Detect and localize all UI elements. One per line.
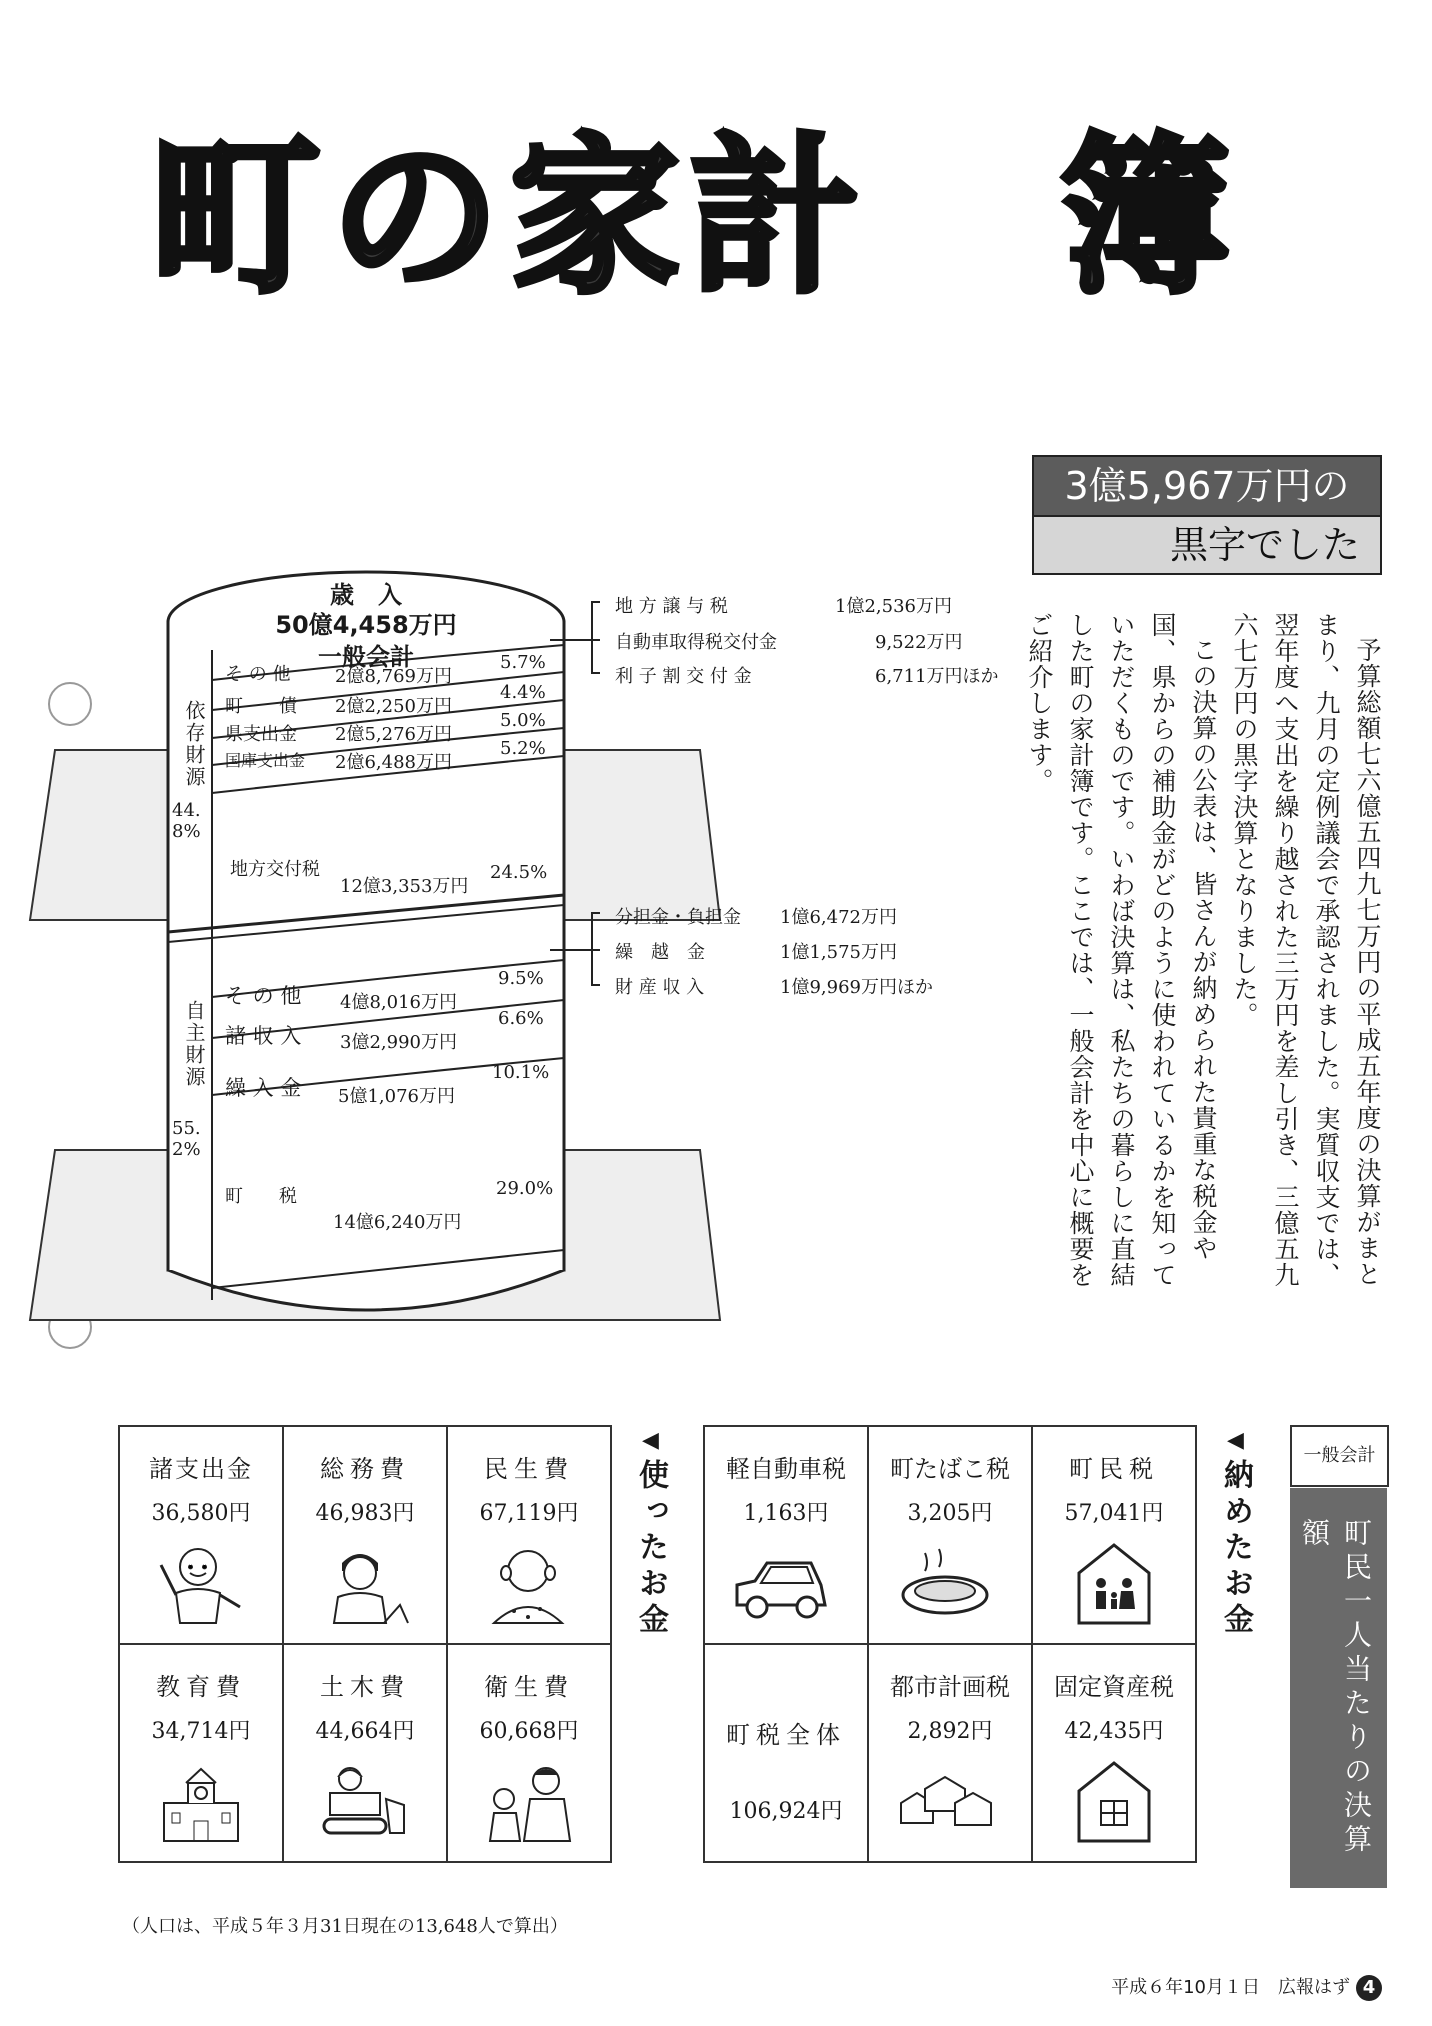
body-paragraph: この決算の公表は、皆さんが納められた貴重な税金や国、県からの補助金がどのように使われているかを知っていただくものです。いわば決算は、私たちの暮らしに直結した町の家計簿です。ここでは、一般会計を中心に概要をご紹介します。 [1025, 612, 1218, 1288]
cell-value: 67,119円 [479, 1501, 579, 1526]
callout-name: 分担金・負担金 [615, 907, 741, 928]
row-amount: 4億8,016万円 [340, 992, 457, 1013]
callout-amount: 1億6,472万円 [780, 907, 897, 928]
row-name: 町 債 [225, 696, 297, 717]
row-amount: 2億5,276万円 [335, 724, 452, 745]
own-source-label: 自主財源 [182, 1000, 206, 1088]
title-char: の [330, 119, 501, 317]
cell-value: 57,041円 [1064, 1501, 1164, 1526]
cell-value: 106,924円 [729, 1799, 843, 1824]
page-footer [1111, 1973, 1382, 2001]
row-pct: 4.4% [500, 682, 546, 703]
row-pct: 24.5% [490, 862, 548, 883]
row-amount: 2億8,769万円 [335, 666, 452, 687]
callout-amount: 1億9,969万円ほか [780, 977, 933, 998]
cell-value: 46,983円 [315, 1501, 415, 1526]
title-char: 家 [510, 119, 681, 317]
triangle-icon: ◀ [638, 1428, 663, 1459]
row-name: 県支出金 [225, 724, 297, 745]
headline-box [1032, 455, 1382, 575]
callout-name: 利 子 割 交 付 金 [615, 666, 752, 687]
car-icon [731, 1545, 831, 1625]
triangle-icon: ◀ [1223, 1428, 1248, 1459]
taxes-table [703, 1425, 1197, 1863]
callout-name: 財 産 収 入 [615, 977, 705, 998]
own-source-pct: 55.2% [172, 1118, 201, 1160]
bulldozer-icon [320, 1763, 410, 1843]
row-amount: 5億1,076万円 [338, 1086, 455, 1107]
expenditure-cell [119, 1426, 283, 1644]
tax-cell [704, 1644, 868, 1862]
headline-line2: 黒字でした [1032, 517, 1382, 575]
title-char: 簿 [1060, 119, 1231, 317]
row-amount: 12億3,353万円 [340, 876, 469, 897]
row-amount: 2億2,250万円 [335, 696, 452, 717]
cell-value: 34,714円 [151, 1719, 251, 1744]
callout-name: 地 方 譲 与 税 [615, 596, 728, 617]
row-name: 諸 収 入 [225, 1024, 302, 1048]
row-pct: 5.0% [500, 710, 546, 731]
row-pct: 6.6% [498, 1008, 544, 1029]
cell-name: 軽自動車税 [726, 1455, 846, 1483]
cell-name: 諸支出金 [149, 1455, 253, 1483]
title-char: 町 [150, 119, 321, 317]
elderly-person-icon [484, 1545, 574, 1625]
cell-name: 固定資産税 [1054, 1673, 1174, 1701]
callout-amount: 6,711万円ほか [875, 666, 999, 687]
row-pct: 29.0% [496, 1178, 554, 1199]
cell-value: 60,668円 [479, 1719, 579, 1744]
row-pct: 5.7% [500, 652, 546, 673]
cell-name: 民生費 [484, 1455, 574, 1483]
general-account-label: 一般会計 [1290, 1425, 1389, 1487]
headline-line1: 3億5,967万円の [1032, 455, 1382, 517]
row-name: そ の 他 [225, 664, 291, 685]
row-pct: 10.1% [492, 1062, 550, 1083]
cylinder-header-account: 一般会計 [318, 643, 414, 671]
per-capita-title: 町民一人当たりの決算額 [1298, 1518, 1373, 1858]
town-icon [895, 1763, 995, 1833]
row-name: 町 税 [225, 1186, 297, 1207]
cell-value: 3,205円 [907, 1501, 993, 1526]
cylinder-header-total: 50億4,458万円 [275, 611, 457, 639]
expenditure-cell [447, 1644, 611, 1862]
cell-name: 町たばこ税 [890, 1455, 1010, 1483]
tax-cell [868, 1426, 1032, 1644]
expenditure-table [118, 1425, 612, 1863]
school-icon [156, 1763, 246, 1843]
taxes-title [1213, 1428, 1257, 1639]
tax-cell [1032, 1426, 1196, 1644]
callout-name: 自動車取得税交付金 [615, 632, 777, 653]
family-house-icon [1069, 1537, 1159, 1627]
tax-cell [704, 1426, 868, 1644]
cell-name: 土木費 [320, 1673, 410, 1701]
cell-value: 42,435円 [1064, 1719, 1164, 1744]
expenditure-cell [283, 1644, 447, 1862]
cell-name: 衛生費 [484, 1673, 574, 1701]
row-pct: 9.5% [498, 968, 544, 989]
cell-name: 教育費 [156, 1673, 246, 1701]
cell-value: 2,892円 [907, 1719, 993, 1744]
footer-text: 平成６年10月１日 広報はず [1111, 1977, 1350, 1998]
expenditure-title [628, 1428, 672, 1639]
row-amount: 3億2,990万円 [340, 1032, 457, 1053]
per-capita-title-box [1290, 1488, 1387, 1888]
dependent-source-pct: 44.8% [172, 800, 201, 842]
callout-amount: 9,522万円 [875, 632, 963, 653]
expenditure-cell [447, 1426, 611, 1644]
row-name: 国庫支出金 [225, 751, 306, 770]
ashtray-icon [895, 1545, 995, 1625]
dependent-source-label: 依存財源 [182, 700, 206, 788]
population-note: （人口は、平成５年３月31日現在の13,648人で算出） [122, 1916, 568, 1937]
row-name: 地方交付税 [230, 859, 320, 880]
expenditure-cell [119, 1644, 283, 1862]
cell-value: 36,580円 [151, 1501, 251, 1526]
expenditure-cell [283, 1426, 447, 1644]
article-body [1019, 612, 1388, 1292]
cell-value: 1,163円 [743, 1501, 829, 1526]
office-worker-icon [320, 1545, 410, 1625]
callout-name: 繰 越 金 [615, 942, 705, 963]
tax-cell [1032, 1644, 1196, 1862]
body-paragraph: 予算総額七六億五四九七万円の平成五年度の決算がまとまり、九月の定例議会で承認されました。実質収支では、翌年度へ支出を繰り越された三万円を差し引き、三億五九六七万円の黒字決算となりました。 [1230, 612, 1382, 1288]
cell-name: 都市計画税 [890, 1673, 1010, 1701]
cell-name: 町民税 [1069, 1455, 1159, 1483]
cell-name: 町税全体 [726, 1721, 846, 1749]
cell-value: 44,664円 [315, 1719, 415, 1744]
doctor-icon [484, 1763, 574, 1843]
row-amount: 14億6,240万円 [333, 1212, 462, 1233]
callout-amount: 1億1,575万円 [780, 942, 897, 963]
row-amount: 2億6,488万円 [335, 752, 452, 773]
title-char: 計 [690, 119, 861, 317]
tax-cell [868, 1644, 1032, 1862]
expenditure-title-text: 使ったお金 [633, 1459, 668, 1639]
taxes-title-text: 納めたお金 [1218, 1459, 1253, 1639]
row-name: そ の 他 [225, 984, 302, 1008]
callout-amount: 1億2,536万円 [835, 596, 952, 617]
cylinder-header-revenue: 歳 入 [330, 581, 402, 609]
page-number: 4 [1356, 1975, 1382, 2001]
row-pct: 5.2% [500, 738, 546, 759]
row-name: 繰 入 金 [225, 1076, 302, 1100]
waving-person-icon [156, 1545, 246, 1625]
house-icon [1069, 1755, 1159, 1845]
cell-name: 総務費 [320, 1455, 410, 1483]
